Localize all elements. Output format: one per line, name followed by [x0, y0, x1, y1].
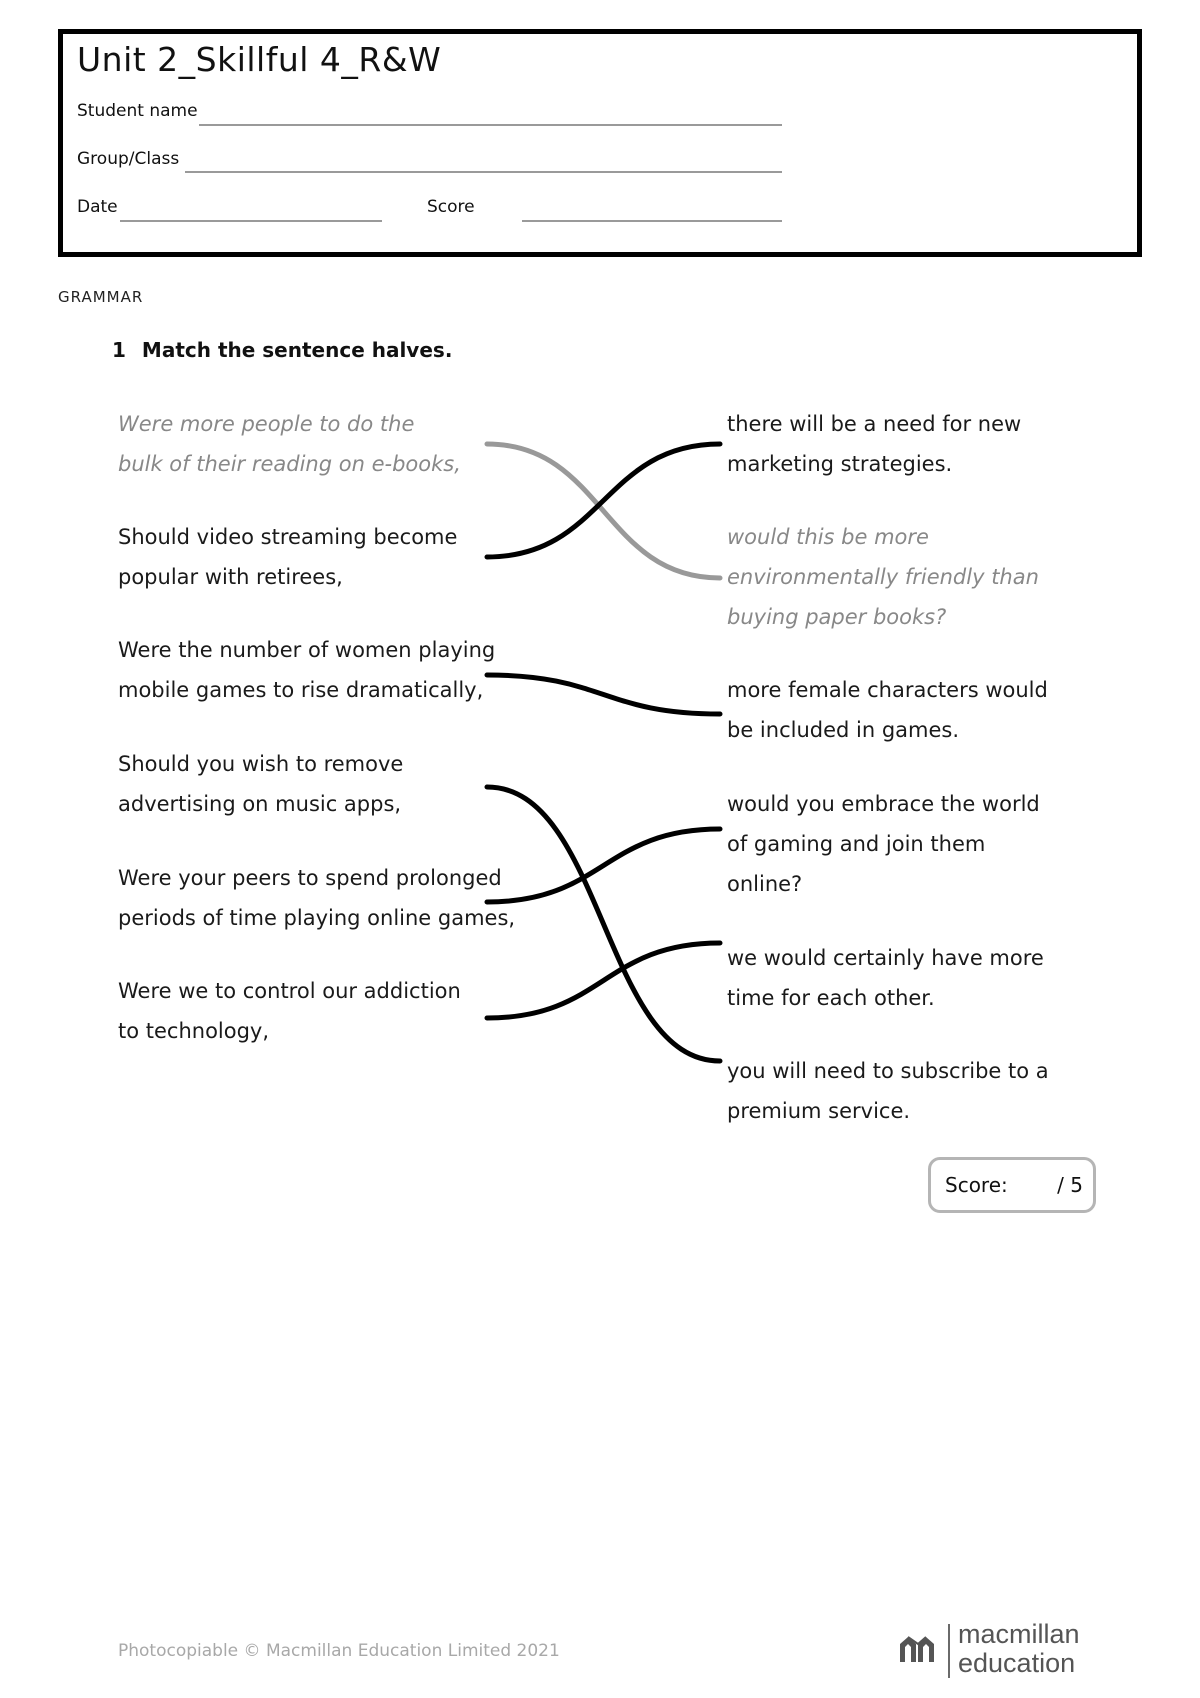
- match-line-6[interactable]: [487, 943, 720, 1018]
- left-item-1-line: Were more people to do the: [118, 412, 415, 436]
- left-item-1-line: bulk of their reading on e-books,: [118, 452, 461, 476]
- left-item-2-line: popular with retirees,: [118, 565, 343, 589]
- student-name-label: Student name: [77, 101, 198, 121]
- right-item-4-line: would you embrace the world: [727, 792, 1040, 816]
- left-item-4-line: advertising on music apps,: [118, 792, 402, 816]
- left-item-3-line: Were the number of women playing: [118, 638, 496, 662]
- logo-line: macmillan: [958, 1619, 1080, 1649]
- left-item-6-line: Were we to control our addiction: [118, 979, 461, 1003]
- left-item-2-line: Should video streaming become: [118, 525, 458, 549]
- logo-divider: [948, 1624, 950, 1678]
- score-box-total: / 5: [1057, 1173, 1083, 1197]
- right-item-2-line: would this be more: [727, 525, 929, 549]
- right-item-2-line: environmentally friendly than: [727, 565, 1039, 589]
- match-line-4[interactable]: [487, 787, 720, 1061]
- group-class-label: Group/Class: [77, 149, 180, 169]
- right-item-1-line: there will be a need for new: [727, 412, 1022, 436]
- logo-wordmark: [958, 1620, 1080, 1678]
- right-item-4-line: online?: [727, 872, 803, 896]
- match-line-1[interactable]: [487, 444, 720, 578]
- right-item-6-line: you will need to subscribe to a: [727, 1059, 1049, 1083]
- section-label: GRAMMAR: [58, 288, 144, 306]
- logo-line: education: [958, 1648, 1076, 1678]
- worksheet-title: Unit 2_Skillful 4_R&W: [77, 40, 442, 79]
- score-box: [928, 1157, 1096, 1213]
- left-item-6-line: to technology,: [118, 1019, 270, 1043]
- right-item-4-line: of gaming and join them: [727, 832, 986, 856]
- macmillan-logo-icon: [898, 1634, 940, 1664]
- copyright-footer: Photocopiable © Macmillan Education Limited 2021: [118, 1641, 560, 1661]
- score-box-label: Score:: [945, 1173, 1008, 1197]
- score-label: Score: [427, 197, 475, 217]
- left-item-5-line: Were your peers to spend prolonged: [118, 866, 502, 890]
- left-item-3-line: mobile games to rise dramatically,: [118, 678, 484, 702]
- left-item-4-line: Should you wish to remove: [118, 752, 404, 776]
- exercise-text: Match the sentence halves.: [141, 338, 453, 362]
- right-item-3-line: be included in games.: [727, 718, 960, 742]
- publisher-logo: [898, 1620, 1088, 1682]
- date-label: Date: [77, 197, 118, 217]
- right-item-3-line: more female characters would: [727, 678, 1048, 702]
- match-line-5[interactable]: [487, 829, 720, 902]
- right-item-6-line: premium service.: [727, 1099, 911, 1123]
- match-line-2[interactable]: [487, 444, 720, 557]
- exercise-number: 1: [112, 338, 126, 362]
- right-item-5-line: we would certainly have more: [727, 946, 1044, 970]
- left-item-5-line: periods of time playing online games,: [118, 906, 516, 930]
- match-line-3[interactable]: [487, 675, 720, 714]
- right-item-1-line: marketing strategies.: [727, 452, 953, 476]
- right-item-5-line: time for each other.: [727, 986, 935, 1010]
- right-item-2-line: buying paper books?: [727, 605, 947, 629]
